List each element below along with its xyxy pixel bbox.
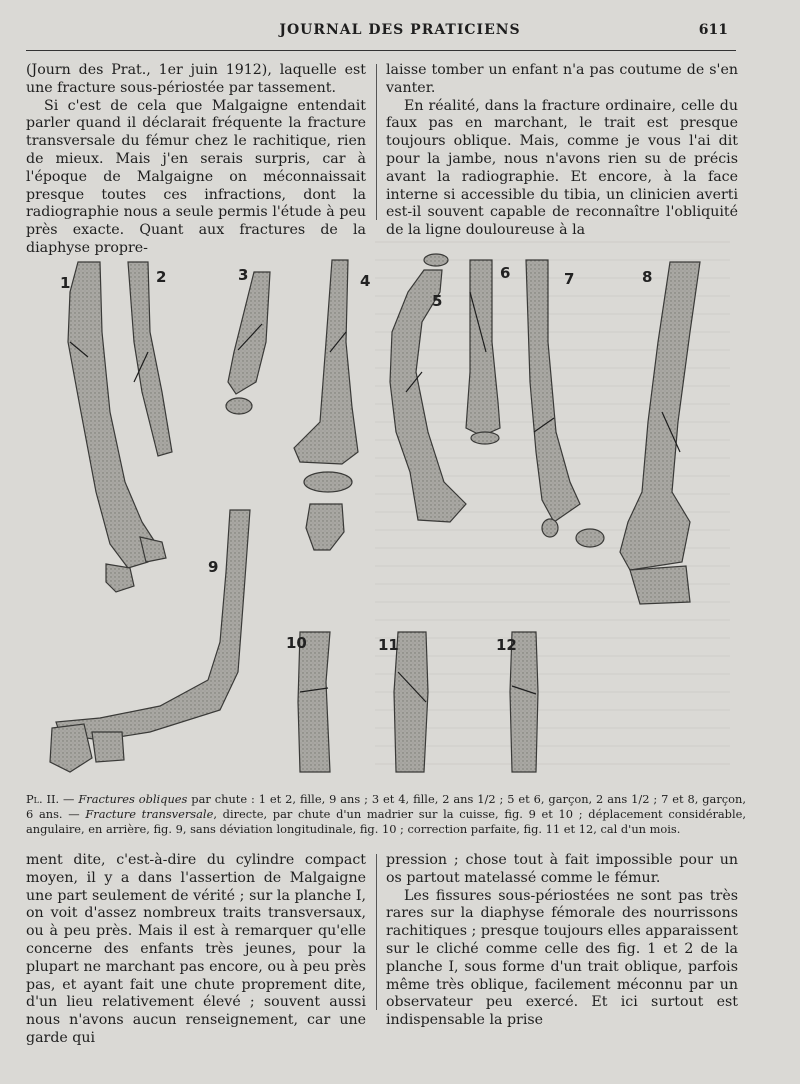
bone-fig-2 bbox=[128, 262, 172, 456]
paragraph: pression ; chose tout à fait impossible pour un os partout matelassé comme le fémur. bbox=[386, 852, 738, 886]
column-rule-top bbox=[376, 64, 377, 220]
bone-fig-3 bbox=[226, 272, 270, 414]
bone-fig-7 bbox=[526, 260, 604, 547]
figure-label-1: 1 bbox=[60, 274, 71, 292]
paragraph: En réalité, dans la fracture ordinaire, celle du faux pas en marchant, le trait est presque toujours oblique. Mais, comme je vous l'ai dit pour la jambe, nous n'avons rien su de précis avant la radiographie. Et encore, à la face interne si accessible du tibia, un clinicien averti est-il souvent capable de reconnaître l'obliquité de la ligne douloureuse à la bbox=[386, 97, 738, 239]
radiograph-plate bbox=[30, 232, 740, 782]
caption-text-transverse: , directe, par chute d'un madrier sur la cuisse, fig. 9 et 10 ; déplacement considérable, angulaire, en arrière, fig. 9, sans déviation longitudinale, fig. 10 ; correction parfaite, fig. 11 et 12, cal d'un mois. bbox=[26, 807, 746, 836]
bone-fig-6 bbox=[466, 260, 500, 444]
figure-label-3: 3 bbox=[238, 266, 249, 284]
figure-label-10: 10 bbox=[286, 634, 307, 652]
caption-text-oblique: par chute : 1 et 2, fille, 9 ans ; 3 et 4, fille, 2 ans 1/2 ; 5 et 6, garçon, 2 ans 1/2 ; 7 et 8, garçon, 6 ans. bbox=[26, 792, 746, 821]
top-right-column bbox=[386, 62, 738, 240]
top-left-column bbox=[26, 62, 366, 258]
header-rule bbox=[26, 50, 736, 51]
paragraph: (Journ des Prat., 1er juin 1912), laquelle est une fracture sous-périostée par tassement. bbox=[26, 62, 366, 96]
column-rule-bottom bbox=[376, 854, 377, 1010]
page-header bbox=[0, 22, 800, 44]
figure-label-11: 11 bbox=[378, 636, 399, 654]
caption-term-oblique: Fractures obliques bbox=[78, 792, 188, 806]
paragraph: Les fissures sous-périostées ne sont pas très rares sur la diaphyse fémorale des nourrissons rachitiques ; presque toujours elles apparaissent sur le cliché comme celle des fig. 1 et 2 de la planche I, sous forme d'un trait oblique, parfois même très oblique, facilement méconnu par un observateur peu exercé. Et ici surtout est indispensable la prise bbox=[386, 887, 738, 1029]
paragraph: ment dite, c'est-à-dire du cylindre compact moyen, il y a dans l'assertion de Malgaigne une part seulement de vérité ; sur la planche I, on voit d'assez nombreux traits transversaux, ou à peu près. Mais il est à remarquer qu'elle concerne des enfants très jeunes, pour la plupart ne marchant pas encore, ou à peu près pas, et ayant fait une chute proprement dite, d'un lieu relativement élevé ; souvent aussi nous n'avons aucun renseignement, car une garde qui bbox=[26, 852, 366, 1046]
bone-fig-4 bbox=[294, 260, 358, 550]
bone-fig-5 bbox=[390, 254, 466, 522]
figure-label-4: 4 bbox=[360, 272, 371, 290]
caption-dash: — bbox=[62, 807, 86, 821]
running-title: JOURNAL DES PRATICIENS bbox=[279, 22, 521, 38]
figure-label-7: 7 bbox=[564, 270, 575, 288]
bone-fig-10 bbox=[298, 632, 330, 772]
figure-label-9: 9 bbox=[208, 558, 219, 576]
bone-fig-11 bbox=[394, 632, 428, 772]
caption-term-transverse: Fracture transversale bbox=[85, 807, 214, 821]
caption-dash: — bbox=[59, 792, 79, 806]
figure-label-5: 5 bbox=[432, 292, 443, 310]
bone-fig-8 bbox=[620, 262, 700, 604]
paragraph: Si c'est de cela que Malgaigne entendait parler quand il déclarait fréquente la fracture transversale du fémur chez le rachitique, rien de mieux. Mais j'en serais surpris, car à l'époque de Malgaigne on méconnaissait presque toutes ces infractions, dont la radiographie nous a seule permis l'étude à peu près exacte. Quant aux fractures de la diaphyse propre- bbox=[26, 97, 366, 256]
caption-plate-number: Pl. II. bbox=[26, 792, 60, 806]
paragraph: laisse tomber un enfant n'a pas coutume de s'en vanter. bbox=[386, 62, 738, 96]
plate-drawing bbox=[30, 232, 740, 782]
plate-caption bbox=[26, 792, 746, 837]
figure-label-12: 12 bbox=[496, 636, 517, 654]
figure-label-6: 6 bbox=[500, 264, 511, 282]
bottom-left-column bbox=[26, 852, 366, 1048]
page-number: 611 bbox=[698, 22, 728, 38]
bottom-right-column bbox=[386, 852, 738, 1030]
figure-label-2: 2 bbox=[156, 268, 167, 286]
figure-label-8: 8 bbox=[642, 268, 653, 286]
